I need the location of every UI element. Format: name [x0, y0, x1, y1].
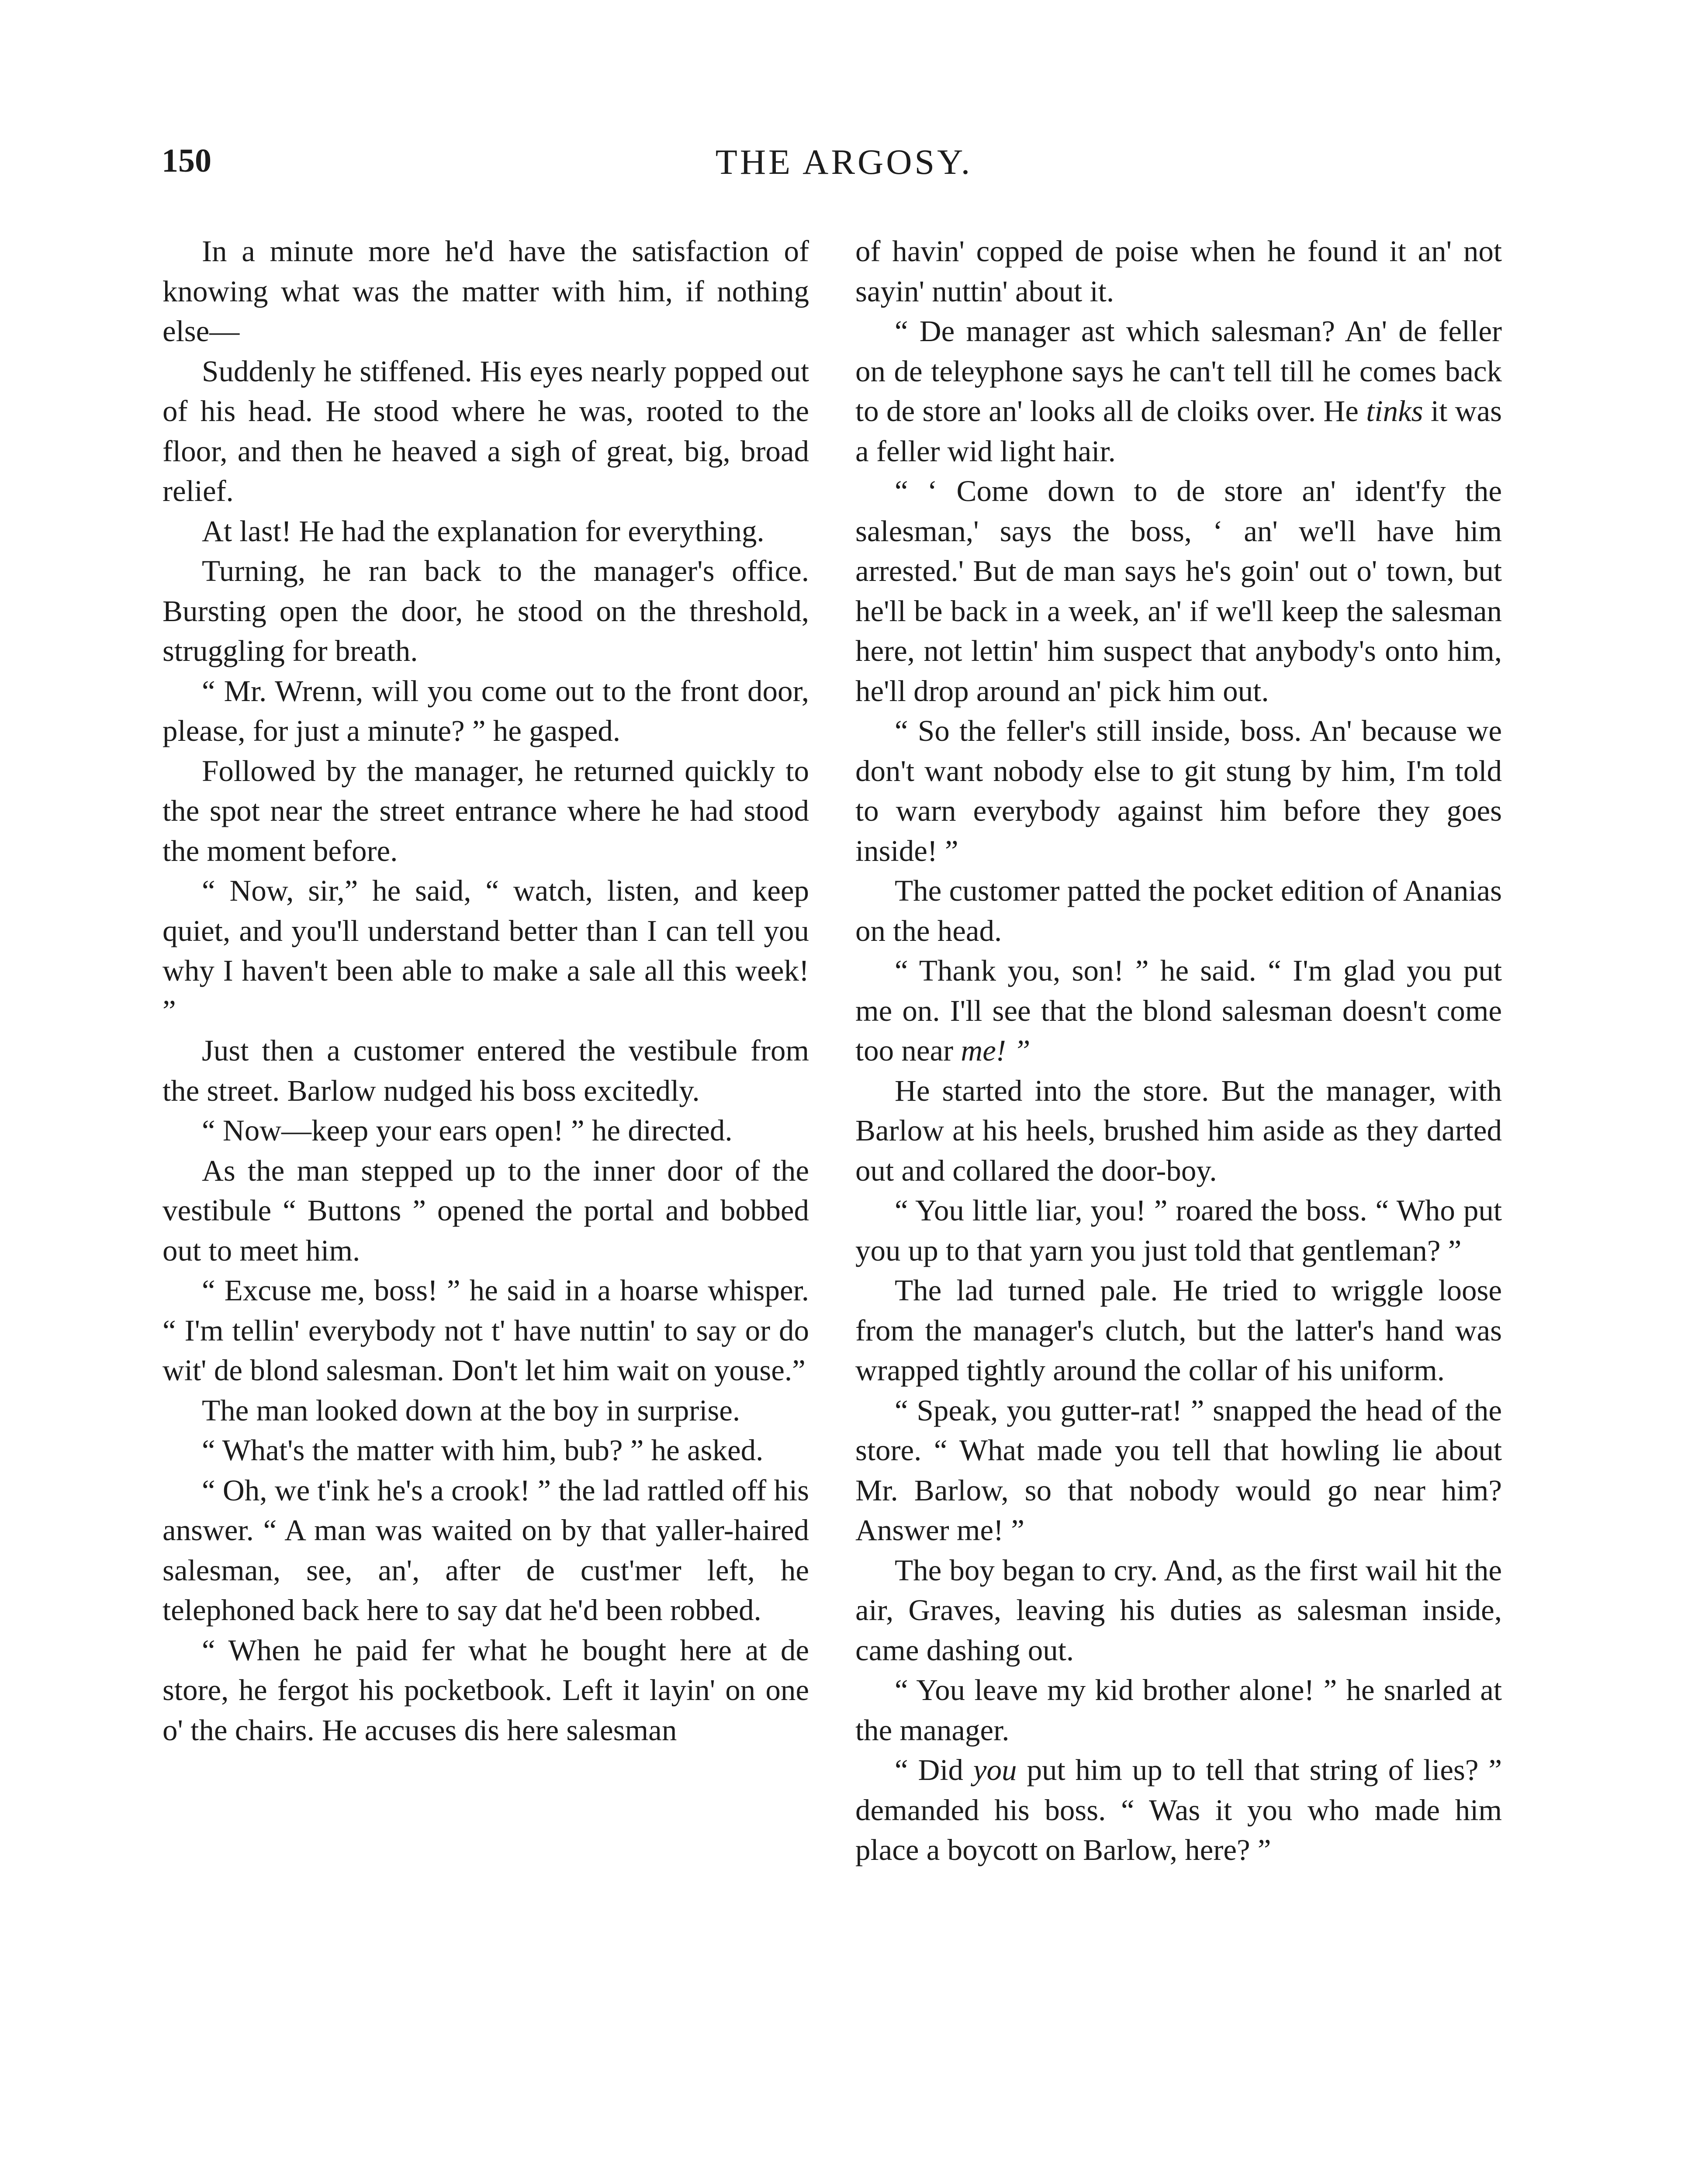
- paragraph-text: The customer patted the pocket edition of Ananias on the head.: [855, 874, 1502, 947]
- paragraph-text: “ When he paid fer what he bought here at de store, he fergot his pocketbook. Left it layin' on one o' the chairs. He accuses dis here salesman: [163, 1633, 809, 1747]
- paragraph-text: “ You leave my kid brother alone! ” he snarled at the manager.: [855, 1673, 1502, 1747]
- paragraph: [163, 671, 809, 751]
- paragraph-text-tail: put him up to tell that string of lies? ” demanded his boss. “ Was it you who made him place a boycott on Barlow, here? ”: [855, 1753, 1502, 1866]
- paragraph-text: “ Excuse me, boss! ” he said in a hoarse whisper. “ I'm tellin' everybody not t' have nuttin' to say or do wit' de blond salesman. Don't let him wait on youse.”: [163, 1274, 809, 1387]
- paragraph-text: “ Thank you, son! ” he said. “ I'm glad you put me on. I'll see that the blond salesman doesn't come too near: [855, 954, 1502, 1067]
- paragraph: [855, 311, 1502, 471]
- paragraph: [855, 951, 1502, 1071]
- paragraph: [855, 232, 1502, 311]
- paragraph: [855, 1071, 1502, 1191]
- page-number: 150: [162, 142, 211, 179]
- paragraph: [855, 471, 1502, 711]
- paragraph-text: “ Did: [895, 1753, 973, 1787]
- paragraph-text: “ Now, sir,” he said, “ watch, listen, and keep quiet, and you'll understand better than I can tell you why I haven't been able to make a sale all this week! ”: [163, 874, 809, 1027]
- paragraph: [163, 1471, 809, 1631]
- paragraph: [163, 352, 809, 511]
- paragraph-text: of havin' copped de poise when he found it an' not sayin' nuttin' about it.: [855, 235, 1502, 308]
- paragraph: [163, 511, 809, 552]
- paragraph-text: “ So the feller's still inside, boss. An' because we don't want nobody else to git stung by him, I'm told to warn everybody against him before they goes inside! ”: [855, 714, 1502, 867]
- paragraph-text: “ Speak, you gutter-rat! ” snapped the head of the store. “ What made you tell that howling lie about Mr. Barlow, so that nobody would go near him? Answer me! ”: [855, 1393, 1502, 1547]
- paragraph-text: Just then a customer entered the vestibule from the street. Barlow nudged his boss excitedly.: [163, 1034, 809, 1107]
- paragraph: [163, 232, 809, 352]
- paragraph: [855, 871, 1502, 951]
- paragraph-text: The man looked down at the boy in surprise.: [202, 1393, 740, 1427]
- paragraph: [855, 1391, 1502, 1551]
- paragraph: [163, 1151, 809, 1271]
- paragraph-text: As the man stepped up to the inner door of the vestibule “ Buttons ” opened the portal and bobbed out to meet him.: [163, 1154, 809, 1267]
- paragraph: [163, 1271, 809, 1391]
- paragraph-text: Suddenly he stiffened. His eyes nearly popped out of his head. He stood where he was, rooted to the floor, and then he heaved a sigh of great, big, broad relief.: [163, 354, 809, 508]
- paragraph-text: “ Oh, we t'ink he's a crook! ” the lad rattled off his answer. “ A man was waited on by that yaller-haired salesman, see, an', after de cust'mer left, he telephoned back here to say dat he'd been robbed.: [163, 1473, 809, 1627]
- paragraph-text: The boy began to cry. And, as the first wail hit the air, Graves, leaving his duties as salesman inside, came dashing out.: [855, 1553, 1502, 1667]
- paragraph: [163, 751, 809, 871]
- paragraph: [163, 1391, 809, 1431]
- paragraph-text: “ Mr. Wrenn, will you come out to the front door, please, for just a minute? ” he gasped.: [163, 674, 809, 747]
- paragraph: [163, 1111, 809, 1151]
- paragraph-text: “ What's the matter with him, bub? ” he asked.: [202, 1434, 764, 1467]
- paragraph-text: He started into the store. But the manager, with Barlow at his heels, brushed him aside as they darted out and collared the door-boy.: [855, 1074, 1502, 1187]
- paragraph: [163, 1631, 809, 1751]
- paragraph-text: “ You little liar, you! ” roared the boss. “ Who put you up to that yarn you just told that gentleman? ”: [855, 1194, 1502, 1267]
- paragraph: [855, 1271, 1502, 1391]
- right-column: [855, 232, 1502, 1870]
- paragraph: [163, 871, 809, 1031]
- paragraph-text: “ ‘ Come down to de store an' ident'fy the salesman,' says the boss, ‘ an' we'll have him arrested.' But de man says he's goin' out o' town, but he'll be back in a week, an' if we'll keep the salesman here, not lettin' him suspect that anybody's onto him, he'll drop around an' pick him out.: [855, 474, 1502, 708]
- paragraph: [163, 1031, 809, 1111]
- italic-text: me! ”: [961, 1034, 1031, 1067]
- left-column: [163, 232, 809, 1750]
- paragraph-text-tail: it was a feller wid light hair.: [855, 394, 1502, 468]
- running-head: THE ARGOSY.: [715, 142, 973, 182]
- paragraph-text: Turning, he ran back to the manager's office. Bursting open the door, he stood on the threshold, struggling for breath.: [163, 554, 809, 667]
- paragraph-text: Followed by the manager, he returned quickly to the spot near the street entrance where he had stood the moment before.: [163, 754, 809, 867]
- italic-text: you: [973, 1753, 1017, 1787]
- paragraph: [855, 1670, 1502, 1750]
- italic-text: tinks: [1366, 394, 1423, 428]
- paragraph: [163, 1431, 809, 1471]
- paragraph: [163, 551, 809, 671]
- paragraph: [855, 1551, 1502, 1671]
- paragraph: [855, 711, 1502, 871]
- paragraph-text: At last! He had the explanation for everything.: [202, 514, 764, 548]
- paragraph-text: “ De manager ast which salesman? An' de feller on de teleyphone says he can't tell till he comes back to de store an' looks all de cloiks over. He: [855, 314, 1502, 428]
- paragraph: [855, 1191, 1502, 1271]
- paragraph-text: In a minute more he'd have the satisfaction of knowing what was the matter with him, if nothing else—: [163, 235, 809, 348]
- paragraph: [855, 1750, 1502, 1870]
- paragraph-text: “ Now—keep your ears open! ” he directed.: [202, 1114, 733, 1147]
- paragraph-text: The lad turned pale. He tried to wriggle loose from the manager's clutch, but the latter's hand was wrapped tightly around the collar of his uniform.: [855, 1274, 1502, 1387]
